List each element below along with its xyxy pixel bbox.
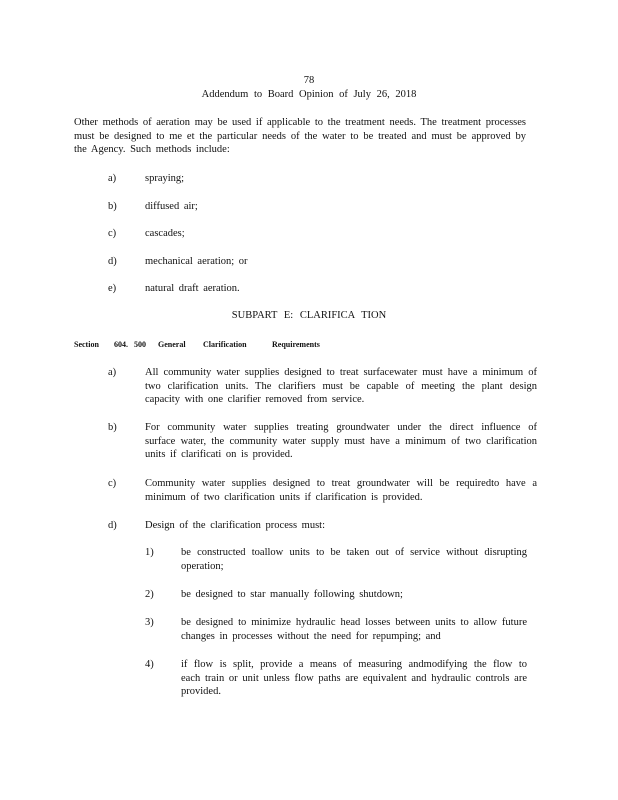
list-marker: b) — [108, 201, 117, 212]
list-marker: e) — [108, 283, 117, 294]
section-number-part: 500 — [134, 340, 146, 349]
list-text: For community water supplies treating groundwater under the direct influence of surface water, the community water supply must have a minimum of two clarification units if clarificati on is provided. — [145, 422, 537, 461]
subpart-heading: SUBPART E: CLARIFICA TION — [231, 310, 387, 321]
list-marker: a) — [108, 367, 117, 378]
sublist-marker: 2) — [145, 589, 154, 600]
page-number: 78 — [303, 75, 315, 86]
sublist-marker: 1) — [145, 547, 154, 558]
page-title: Addendum to Board Opinion of July 26, 2018 — [201, 89, 417, 100]
sublist-text: if flow is split, provide a means of measuring andmodifying the flow to each train or unit unless flow paths are equivalent and hydraulic controls are provided. — [181, 659, 527, 698]
list-marker: d) — [108, 520, 117, 531]
list-text: mechanical aeration; or — [145, 256, 248, 267]
sublist-text: be constructed toallow units to be taken out of service without disrupting operation; — [181, 547, 527, 572]
list-text: natural draft aeration. — [145, 283, 240, 294]
list-text: All community water supplies designed to treat surfacewater must have a minimum of two clarification units. The clarifiers must be capable of meeting the plant design capacity with one clarifier removed from service. — [145, 367, 537, 406]
sublist-marker: 3) — [145, 617, 154, 628]
intro-paragraph: Other methods of aeration may be used if applicable to the treatment needs. The treatment processes must be designed to me et the particular needs of the water to be treated and must be approved by the Agency. Such methods include: — [74, 117, 526, 156]
sublist-text: be designed to minimize hydraulic head losses between units to allow future changes in processes without the need for repumping; and — [181, 617, 527, 642]
list-marker: a) — [108, 173, 117, 184]
list-text: cascades; — [145, 228, 185, 239]
list-text: Community water supplies designed to treat groundwater will be requiredto have a minimum of two clarification units if clarification is provided. — [145, 478, 537, 503]
sublist-marker: 4) — [145, 659, 154, 670]
list-marker: c) — [108, 478, 117, 489]
list-text: spraying; — [145, 173, 185, 184]
list-marker: b) — [108, 422, 117, 433]
list-text: Design of the clarification process must: — [145, 520, 325, 531]
section-title-word: Clarification — [203, 340, 247, 349]
section-label: Section — [74, 340, 99, 349]
section-title-word: Requirements — [272, 340, 320, 349]
section-number-part: 604. — [114, 340, 128, 349]
list-marker: c) — [108, 228, 117, 239]
section-title-word: General — [158, 340, 186, 349]
list-marker: d) — [108, 256, 117, 267]
list-text: diffused air; — [145, 201, 198, 212]
sublist-text: be designed to star manually following shutdown; — [181, 589, 403, 600]
